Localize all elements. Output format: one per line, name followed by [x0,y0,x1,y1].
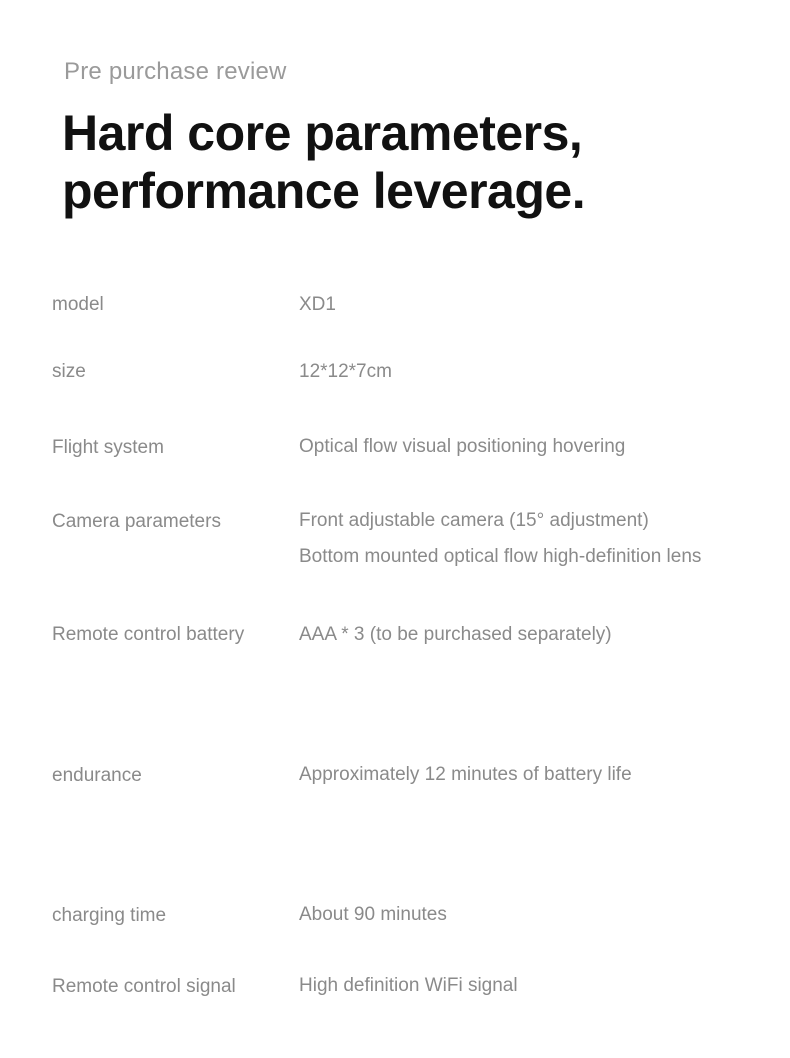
spec-label: charging time [52,905,167,926]
spec-value [299,623,612,647]
page-title-line-2: performance leverage. [62,163,586,219]
spec-value [299,763,632,787]
spec-value-line: High definition WiFi signal [299,975,518,996]
spec-label: Remote control battery [52,624,245,645]
spec-value-line: Bottom mounted optical flow high-definition lens [299,546,702,567]
spec-value [299,293,336,317]
spec-label: size [52,361,86,382]
page-title [62,104,585,220]
spec-value-line: Approximately 12 minutes of battery life [299,764,632,785]
spec-label: Flight system [52,437,164,458]
spec-value-line: Optical flow visual positioning hovering [299,436,626,457]
spec-value-line: 12*12*7cm [299,361,392,382]
spec-value-line: AAA * 3 (to be purchased separately) [299,624,612,645]
spec-value-line: Front adjustable camera (15° adjustment) [299,510,649,531]
spec-label: model [52,294,104,315]
spec-label: endurance [52,765,142,786]
spec-label: Remote control signal [52,976,236,997]
spec-label: Camera parameters [52,511,221,532]
spec-value-line: XD1 [299,294,336,315]
pre-purchase-eyebrow: Pre purchase review [64,58,287,85]
spec-value-line: About 90 minutes [299,904,447,925]
spec-value [299,903,447,927]
spec-value [299,435,625,459]
spec-value [299,509,701,569]
page-title-line-1: Hard core parameters, [62,105,583,161]
spec-value [299,360,392,384]
spec-value [299,974,518,998]
